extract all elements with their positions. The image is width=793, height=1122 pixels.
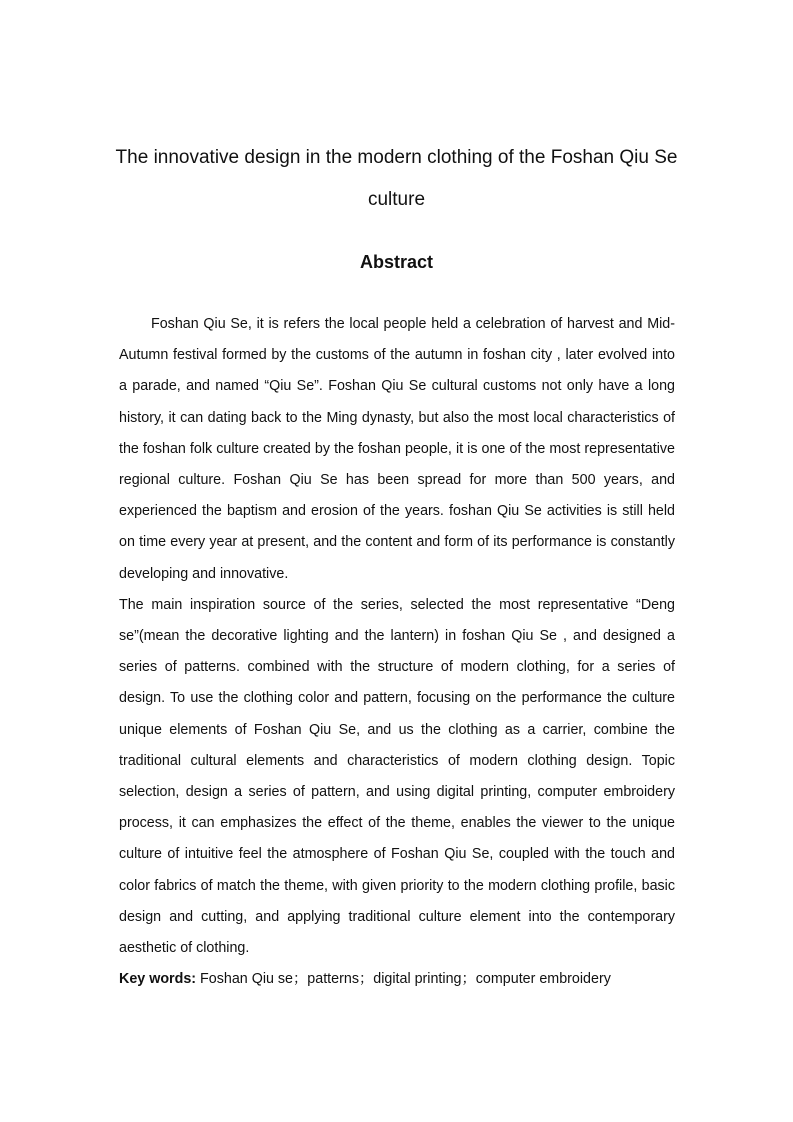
keywords-line [119,964,675,995]
document-title-line-2: culture [367,189,426,210]
abstract-paragraph-2: The main inspiration source of the series, selected the most representative “Deng se”(mean the decorative lighting and the lantern) in foshan Qiu Se , and designed a series of patterns. combined with the structure of modern clothing, for a series of design. To use the clothing color and pattern, focusing on the performance the culture unique elements of Foshan Qiu Se, and us the clothing as a carrier, combine the traditional cultural elements and characteristics of modern clothing design. Topic selection, design a series of pattern, and using digital printing, computer embroidery process, it can emphasizes the effect of the theme, enables the viewer to the unique culture of intuitive feel the atmosphere of Foshan Qiu Se, coupled with the touch and color fabrics of match the theme, with given priority to the modern clothing profile, basic design and cutting, and applying traditional culture element into the contemporary aesthetic of clothing. [119,596,675,957]
abstract-heading: Abstract [359,252,434,272]
keywords-value: Foshan Qiu se；patterns；digital printing；computer embroidery [196,971,611,988]
abstract-paragraph-1: Foshan Qiu Se, it is refers the local people held a celebration of harvest and Mid-Autumn festival formed by the customs of the autumn in foshan city , later evolved into a parade, and named “Qiu Se”. Foshan Qiu Se cultural customs not only have a long history, it can dating back to the Ming dynasty, but also the most local characteristics of the foshan folk culture created by the foshan people, it is one of the most representative regional culture. Foshan Qiu Se has been spread for more than 500 years, and experienced the baptism and erosion of the years. foshan Qiu Se activities is still held on time every year at present, and the content and form of its performance is constantly developing and innovative. [119,316,675,582]
abstract-body [119,309,675,995]
keywords-label: Key words: [119,971,197,988]
document-title-line-1: The innovative design in the modern clothing of the Foshan Qiu Se [115,147,678,168]
